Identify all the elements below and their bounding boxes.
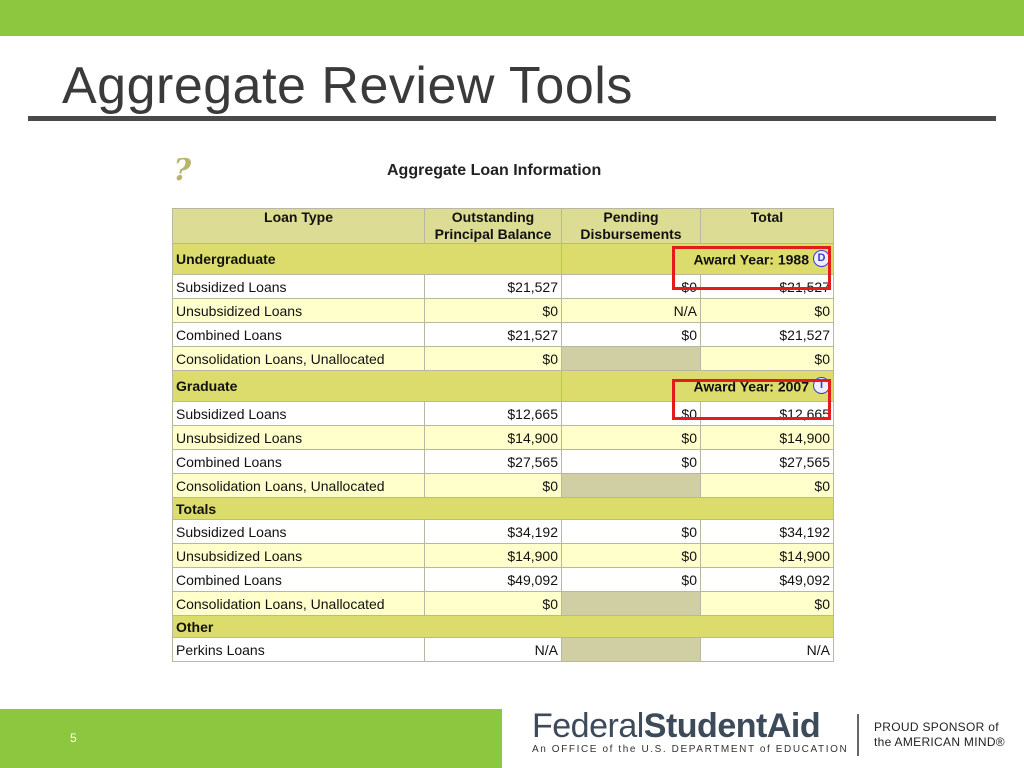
table-row: [173, 544, 834, 568]
opb-cell: $0: [425, 347, 562, 371]
total-cell: $12,665: [701, 402, 834, 426]
table-row: [173, 450, 834, 474]
pending-cell-empty: [562, 638, 701, 662]
section-row-other: [173, 616, 834, 638]
table-row: [173, 520, 834, 544]
title-underline: [28, 116, 996, 121]
logo-divider: [857, 714, 859, 756]
total-cell: $21,527: [701, 323, 834, 347]
opb-cell: N/A: [425, 638, 562, 662]
loan-type-cell: Subsidized Loans: [173, 402, 425, 426]
loan-type-cell: Consolidation Loans, Unallocated: [173, 347, 425, 371]
pending-cell: N/A: [562, 299, 701, 323]
award-status-i-icon[interactable]: I: [813, 377, 830, 394]
pending-cell: $0: [562, 323, 701, 347]
loan-type-cell: Consolidation Loans, Unallocated: [173, 474, 425, 498]
pending-cell: $0: [562, 520, 701, 544]
pending-cell-empty: [562, 347, 701, 371]
total-cell: $14,900: [701, 426, 834, 450]
loan-type-cell: Unsubsidized Loans: [173, 426, 425, 450]
total-cell: $21,527: [701, 275, 834, 299]
pending-cell: $0: [562, 450, 701, 474]
pending-cell: $0: [562, 402, 701, 426]
column-header-loan-type: Loan Type: [173, 209, 425, 244]
total-cell: $34,192: [701, 520, 834, 544]
total-cell: $0: [701, 474, 834, 498]
opb-cell: $0: [425, 474, 562, 498]
federal-student-aid-logo: [532, 706, 848, 755]
opb-cell: $0: [425, 592, 562, 616]
opb-cell: $14,900: [425, 544, 562, 568]
award-year-label: Award Year: 1988: [693, 251, 809, 268]
opb-cell: $49,092: [425, 568, 562, 592]
slide-title: Aggregate Review Tools: [62, 57, 633, 115]
opb-cell: $12,665: [425, 402, 562, 426]
pending-cell-empty: [562, 592, 701, 616]
logo-word: Federal: [532, 707, 644, 745]
table-row: [173, 568, 834, 592]
total-cell: $0: [701, 592, 834, 616]
opb-cell: $14,900: [425, 426, 562, 450]
award-year-label: Award Year: 2007: [693, 378, 809, 395]
opb-cell: $21,527: [425, 323, 562, 347]
pending-cell: $0: [562, 426, 701, 450]
total-cell: $27,565: [701, 450, 834, 474]
pending-cell: $0: [562, 568, 701, 592]
page-number: 5: [70, 731, 77, 745]
table-row: [173, 323, 834, 347]
total-cell: N/A: [701, 638, 834, 662]
top-accent-bar: [0, 0, 1024, 36]
section-row-totals: [173, 498, 834, 520]
loan-type-cell: Combined Loans: [173, 323, 425, 347]
column-header-line: Disbursements: [580, 226, 682, 242]
loan-type-cell: Subsidized Loans: [173, 520, 425, 544]
total-cell: $0: [701, 347, 834, 371]
pending-cell-empty: [562, 474, 701, 498]
opb-cell: $0: [425, 299, 562, 323]
column-header-total: Total: [701, 209, 834, 244]
help-icon[interactable]: ?: [169, 153, 195, 188]
total-cell: $49,092: [701, 568, 834, 592]
table-row: [173, 347, 834, 371]
table-row: [173, 592, 834, 616]
pending-cell: $0: [562, 544, 701, 568]
award-year-highlight-box: [672, 246, 831, 290]
opb-cell: $34,192: [425, 520, 562, 544]
sponsor-line: the AMERICAN MIND®: [874, 735, 1005, 749]
logo-word: Aid: [766, 707, 821, 745]
table-row: [173, 638, 834, 662]
table-row: [173, 426, 834, 450]
logo-subtitle: An OFFICE of the U.S. DEPARTMENT of EDUCATION: [532, 744, 849, 755]
section-label: Other: [173, 616, 834, 638]
award-year-highlight-box: [672, 379, 831, 420]
sponsor-line: PROUD SPONSOR of: [874, 720, 999, 734]
logo-word: Student: [643, 707, 767, 745]
column-header-line: Pending: [603, 209, 659, 225]
column-header-line: Principal Balance: [434, 226, 552, 242]
table-header-row: [173, 209, 834, 244]
section-label: Graduate: [173, 371, 562, 402]
loan-type-cell: Consolidation Loans, Unallocated: [173, 592, 425, 616]
award-status-d-icon[interactable]: D: [813, 250, 830, 267]
pending-cell: $0: [562, 275, 701, 299]
loan-type-cell: Unsubsidized Loans: [173, 299, 425, 323]
loan-type-cell: Combined Loans: [173, 568, 425, 592]
table-row: [173, 474, 834, 498]
total-cell: $0: [701, 299, 834, 323]
sponsor-tagline: [874, 720, 1005, 750]
loan-type-cell: Combined Loans: [173, 450, 425, 474]
opb-cell: $21,527: [425, 275, 562, 299]
column-header-pending: [562, 209, 701, 244]
opb-cell: $27,565: [425, 450, 562, 474]
loan-type-cell: Unsubsidized Loans: [173, 544, 425, 568]
total-cell: $14,900: [701, 544, 834, 568]
column-header-line: Outstanding: [451, 209, 535, 225]
section-label: Undergraduate: [173, 244, 562, 275]
table-row: [173, 299, 834, 323]
loan-type-cell: Subsidized Loans: [173, 275, 425, 299]
column-header-outstanding: [425, 209, 562, 244]
loan-type-cell: Perkins Loans: [173, 638, 425, 662]
section-label: Totals: [173, 498, 834, 520]
table-heading: Aggregate Loan Information: [387, 162, 602, 179]
